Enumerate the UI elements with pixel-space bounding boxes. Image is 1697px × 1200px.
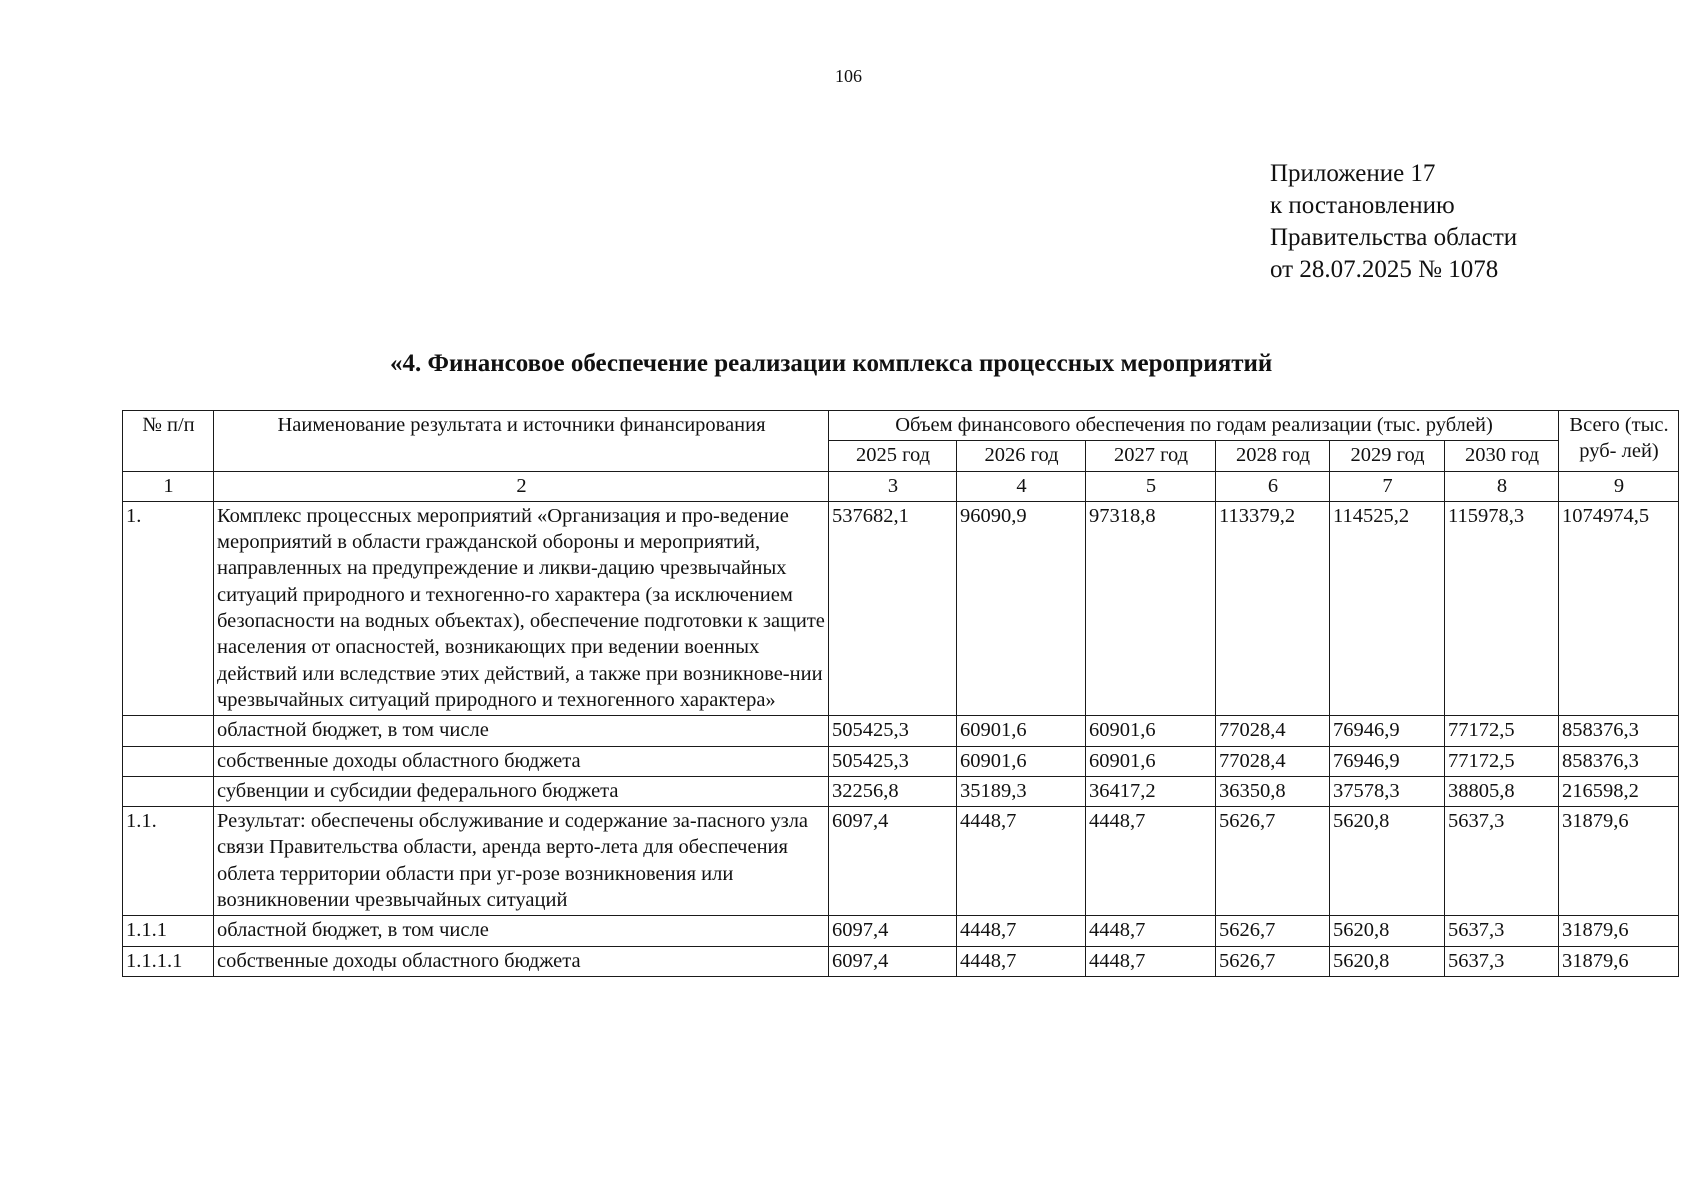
- row-number: 1.1.: [123, 807, 214, 916]
- row-number: 1.1.1.1: [123, 946, 214, 976]
- row-year-value: 60901,6: [1086, 716, 1216, 746]
- header-year: 2028 год: [1216, 441, 1330, 471]
- table-row: [123, 776, 1679, 806]
- column-index: 7: [1330, 471, 1445, 501]
- row-year-value: 5626,7: [1216, 807, 1330, 916]
- header-total: Всего (тыс. руб- лей): [1559, 411, 1679, 472]
- column-index: 9: [1559, 471, 1679, 501]
- row-year-value: 77028,4: [1216, 716, 1330, 746]
- table-row: [123, 501, 1679, 715]
- header-year: 2027 год: [1086, 441, 1216, 471]
- header-year: 2029 год: [1330, 441, 1445, 471]
- row-total-value: 858376,3: [1559, 746, 1679, 776]
- row-total-value: 1074974,5: [1559, 501, 1679, 715]
- row-year-value: 5620,8: [1330, 807, 1445, 916]
- column-index: 5: [1086, 471, 1216, 501]
- row-year-value: 76946,9: [1330, 746, 1445, 776]
- row-year-value: 4448,7: [957, 946, 1086, 976]
- appendix-line: Приложение 17: [1270, 160, 1436, 187]
- row-total-value: 216598,2: [1559, 776, 1679, 806]
- row-year-value: 4448,7: [957, 916, 1086, 946]
- column-index: 1: [123, 471, 214, 501]
- row-year-value: 77172,5: [1445, 746, 1559, 776]
- row-year-value: 5637,3: [1445, 946, 1559, 976]
- header-name: Наименование результата и источники финансирования: [214, 411, 829, 472]
- column-index: 2: [214, 471, 829, 501]
- row-name: собственные доходы областного бюджета: [214, 946, 829, 976]
- row-year-value: 6097,4: [829, 807, 957, 916]
- page-number: 106: [835, 66, 862, 86]
- column-index: 8: [1445, 471, 1559, 501]
- header-year: 2026 год: [957, 441, 1086, 471]
- row-year-value: 35189,3: [957, 776, 1086, 806]
- table-row: [123, 716, 1679, 746]
- row-year-value: 97318,8: [1086, 501, 1216, 715]
- row-year-value: 77172,5: [1445, 716, 1559, 746]
- row-total-value: 31879,6: [1559, 807, 1679, 916]
- row-year-value: 5620,8: [1330, 946, 1445, 976]
- row-year-value: 5626,7: [1216, 916, 1330, 946]
- row-year-value: 505425,3: [829, 746, 957, 776]
- row-year-value: 60901,6: [957, 746, 1086, 776]
- row-number: [123, 746, 214, 776]
- row-year-value: 4448,7: [1086, 916, 1216, 946]
- document-title: «4. Финансовое обеспечение реализации комплекса процессных мероприятий: [390, 350, 1273, 377]
- row-number: [123, 716, 214, 746]
- row-year-value: 60901,6: [957, 716, 1086, 746]
- column-index: 4: [957, 471, 1086, 501]
- row-year-value: 36417,2: [1086, 776, 1216, 806]
- row-year-value: 38805,8: [1445, 776, 1559, 806]
- appendix-line: к постановлению: [1270, 192, 1455, 219]
- row-year-value: 113379,2: [1216, 501, 1330, 715]
- row-year-value: 60901,6: [1086, 746, 1216, 776]
- row-year-value: 6097,4: [829, 946, 957, 976]
- row-year-value: 114525,2: [1330, 501, 1445, 715]
- row-year-value: 4448,7: [1086, 807, 1216, 916]
- table-row: [123, 946, 1679, 976]
- row-year-value: 36350,8: [1216, 776, 1330, 806]
- row-year-value: 4448,7: [957, 807, 1086, 916]
- column-index: 3: [829, 471, 957, 501]
- column-index: 6: [1216, 471, 1330, 501]
- row-name: собственные доходы областного бюджета: [214, 746, 829, 776]
- header-num: № п/п: [123, 411, 214, 472]
- appendix-line: Правительства области: [1270, 224, 1518, 251]
- header-volume: Объем финансового обеспечения по годам реализации (тыс. рублей): [829, 411, 1559, 441]
- row-name: областной бюджет, в том числе: [214, 916, 829, 946]
- row-number: 1.: [123, 501, 214, 715]
- row-year-value: 505425,3: [829, 716, 957, 746]
- row-total-value: 31879,6: [1559, 916, 1679, 946]
- row-number: [123, 776, 214, 806]
- row-year-value: 5620,8: [1330, 916, 1445, 946]
- row-year-value: 32256,8: [829, 776, 957, 806]
- row-total-value: 31879,6: [1559, 946, 1679, 976]
- header-year: 2030 год: [1445, 441, 1559, 471]
- row-name: областной бюджет, в том числе: [214, 716, 829, 746]
- table-row: [123, 916, 1679, 946]
- financing-table: [122, 410, 1679, 977]
- table-row: [123, 807, 1679, 916]
- row-year-value: 37578,3: [1330, 776, 1445, 806]
- row-year-value: 115978,3: [1445, 501, 1559, 715]
- header-year: 2025 год: [829, 441, 957, 471]
- appendix-block: [1270, 158, 1517, 286]
- row-number: 1.1.1: [123, 916, 214, 946]
- column-index-row: [123, 471, 1679, 501]
- row-year-value: 76946,9: [1330, 716, 1445, 746]
- row-total-value: 858376,3: [1559, 716, 1679, 746]
- row-year-value: 6097,4: [829, 916, 957, 946]
- row-year-value: 5626,7: [1216, 946, 1330, 976]
- table-row: [123, 746, 1679, 776]
- row-name: субвенции и субсидии федерального бюджета: [214, 776, 829, 806]
- row-year-value: 4448,7: [1086, 946, 1216, 976]
- appendix-line: от 28.07.2025 № 1078: [1270, 256, 1499, 283]
- row-year-value: 77028,4: [1216, 746, 1330, 776]
- row-year-value: 96090,9: [957, 501, 1086, 715]
- row-name: Результат: обеспечены обслуживание и содержание за-пасного узла связи Правительства области, аренда верто-лета для обеспечения облета территории области при уг-розе возникновения или возникновении чрезвычайных ситуаций: [214, 807, 829, 916]
- row-year-value: 5637,3: [1445, 807, 1559, 916]
- row-name: Комплекс процессных мероприятий «Организация и про-ведение мероприятий в области гражданской обороны и мероприятий, направленных на предупреждение и ликви-дацию чрезвычайных ситуаций природного и техногенно-го характера (за исключением безопасности на водных объектах), обеспечение подготовки к защите населения от опасностей, возникающих при ведении военных действий или вследствие этих действий, а также при возникнове-нии чрезвычайных ситуаций природного и техногенного характера»: [214, 501, 829, 715]
- row-year-value: 537682,1: [829, 501, 957, 715]
- row-year-value: 5637,3: [1445, 916, 1559, 946]
